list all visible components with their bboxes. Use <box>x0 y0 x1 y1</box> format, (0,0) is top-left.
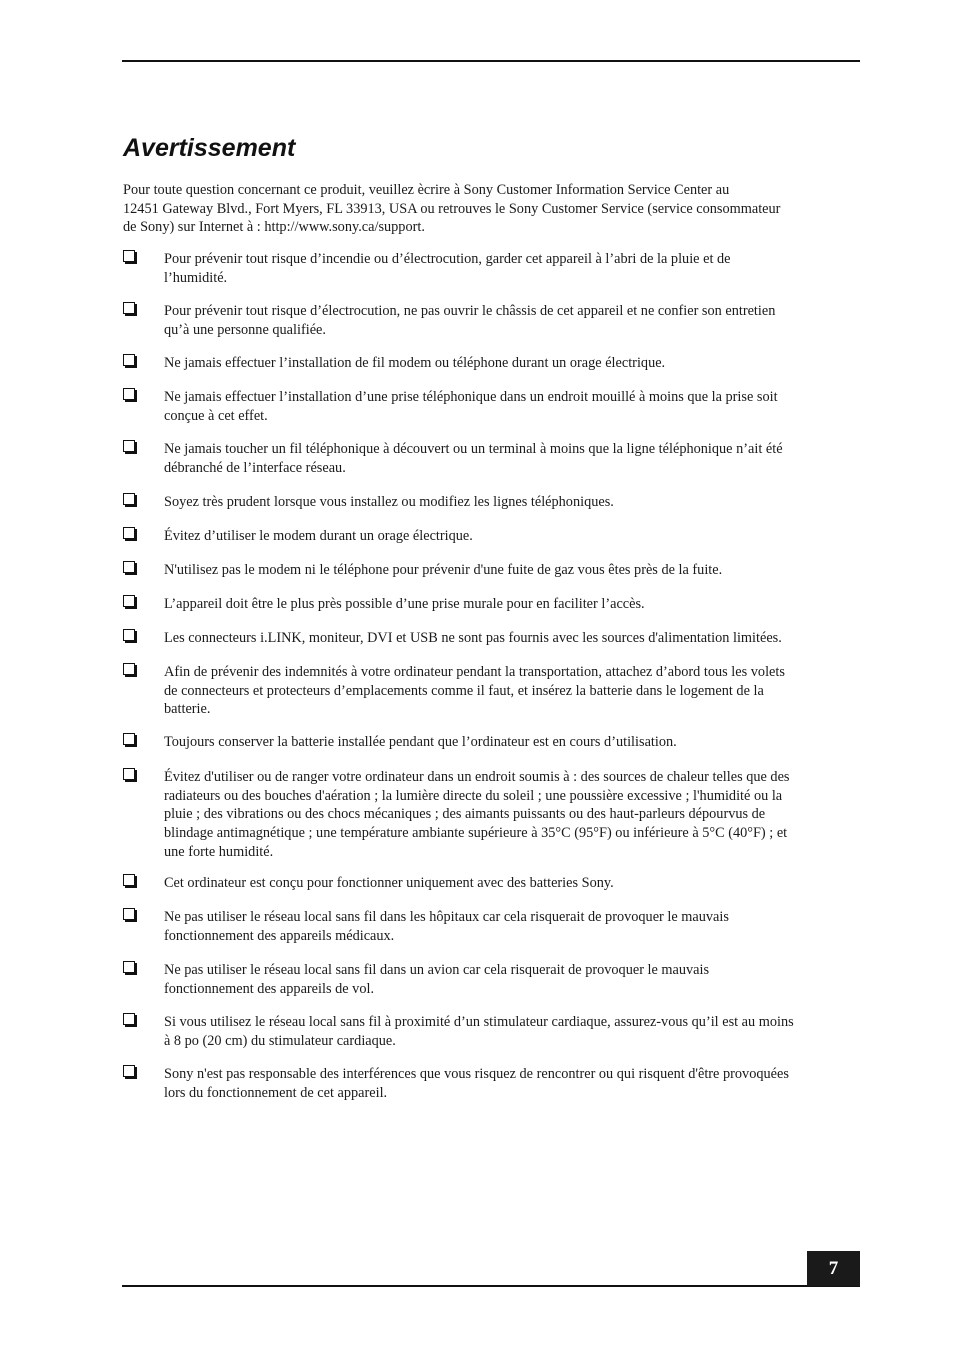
list-item-line: Ne jamais effectuer l’installation d’une prise téléphonique dans un endroit mouillé à moins que la prise soit <box>164 389 778 405</box>
page-number: 7 <box>807 1251 860 1286</box>
list-item-text <box>164 388 860 425</box>
list-item-text <box>164 250 860 287</box>
list-item-line: Toujours conserver la batterie installée pendant que l’ordinateur est en cours d’utilisation. <box>164 734 677 750</box>
list-item-text <box>164 874 860 893</box>
list-item-text <box>164 595 860 614</box>
list-item-line: Ne pas utiliser le réseau local sans fil dans un avion car cela risquerait de provoquer le mauvais <box>164 962 710 978</box>
intro-paragraph <box>123 181 863 237</box>
list-item-line: à 8 po (20 cm) du stimulateur cardiaque. <box>164 1032 396 1049</box>
header-rule <box>122 60 860 62</box>
list-item-line: fonctionnement des appareils de vol. <box>164 980 375 997</box>
list-item-line: Afin de prévenir des indemnités à votre ordinateur pendant la transportation, attachez d’abord tous les volets <box>164 664 785 680</box>
intro-line: Pour toute question concernant ce produit, veuillez ècrire à Sony Customer Information Service Center au <box>123 182 730 198</box>
list-item-line: débranché de l’interface réseau. <box>164 459 346 476</box>
list-item-text <box>164 1065 860 1102</box>
list-item-line: de connecteurs et protecteurs d’emplacements comme il faut, et insérez la batterie dans le logement de la <box>164 682 764 699</box>
list-item-line: N'utilisez pas le modem ni le téléphone pour prévenir d'une fuite de gaz vous êtes près de la fuite. <box>164 562 723 578</box>
list-item-line: une forte humidité. <box>164 843 274 860</box>
list-item-line: qu’à une personne qualifiée. <box>164 321 326 338</box>
checkbox-icon <box>123 1065 135 1077</box>
checkbox-icon <box>123 561 135 573</box>
list-item-text <box>164 493 860 512</box>
checkbox-icon <box>123 874 135 886</box>
list-item-line: lors du fonctionnement de cet appareil. <box>164 1084 388 1101</box>
list-item-line: radiateurs ou des bouches d'aération ; la lumière directe du soleil ; une poussière excessive ; l'humidité ou la <box>164 787 783 804</box>
checkbox-icon <box>123 908 135 920</box>
list-item-line: Ne jamais effectuer l’installation de fil modem ou téléphone durant un orage électrique. <box>164 355 666 371</box>
list-item-line: Sony n'est pas responsable des interférences que vous risquez de rencontrer ou qui risquent d'être provoquées <box>164 1066 789 1082</box>
list-item-line: batterie. <box>164 701 211 718</box>
list-item-text <box>164 961 860 998</box>
checkbox-icon <box>123 388 135 400</box>
checkbox-icon <box>123 733 135 745</box>
list-item-text <box>164 354 860 373</box>
list-item-text <box>164 733 860 752</box>
list-item-line: Ne jamais toucher un fil téléphonique à découvert ou un terminal à moins que la ligne téléphonique n’ait été <box>164 441 783 457</box>
list-item-line: Ne pas utiliser le réseau local sans fil dans les hôpitaux car cela risquerait de provoquer le mauvais <box>164 909 729 925</box>
checkbox-icon <box>123 527 135 539</box>
list-item-line: L’appareil doit être le plus près possible d’une prise murale pour en faciliter l’accès. <box>164 596 645 612</box>
list-item-text <box>164 440 860 477</box>
checkbox-icon <box>123 493 135 505</box>
list-item-line: pluie ; des vibrations ou des chocs mécaniques ; des aimants puissants ou des haut-parleurs dépourvus de <box>164 806 766 823</box>
list-item-text <box>164 527 860 546</box>
checkbox-icon <box>123 440 135 452</box>
list-item-text <box>164 1013 860 1050</box>
list-item-text <box>164 302 860 339</box>
list-item-line: l’humidité. <box>164 269 228 286</box>
checkbox-icon <box>123 961 135 973</box>
page-title: Avertissement <box>123 134 296 162</box>
list-item-text <box>164 768 860 862</box>
checkbox-icon <box>123 768 135 780</box>
checkbox-icon <box>123 354 135 366</box>
list-item-text <box>164 908 860 945</box>
checkbox-icon <box>123 302 135 314</box>
checkbox-icon <box>123 595 135 607</box>
list-item-line: conçue à cet effet. <box>164 407 268 424</box>
list-item-line: Pour prévenir tout risque d’incendie ou d’électrocution, garder cet appareil à l’abri de la pluie et de <box>164 251 731 267</box>
list-item-line: Les connecteurs i.LINK, moniteur, DVI et USB ne sont pas fournis avec les sources d'alimentation limitées. <box>164 630 782 646</box>
list-item-line: Pour prévenir tout risque d’électrocution, ne pas ouvrir le châssis de cet appareil et ne confier son entretien <box>164 303 776 319</box>
list-item-text <box>164 663 860 719</box>
list-item-text <box>164 629 860 648</box>
checkbox-icon <box>123 629 135 641</box>
list-item-line: Si vous utilisez le réseau local sans fil à proximité d’un stimulateur cardiaque, assurez-vous qu’il est au moins <box>164 1014 794 1030</box>
list-item-line: Évitez d'utiliser ou de ranger votre ordinateur dans un endroit soumis à : des sources de chaleur telles que des <box>164 769 790 785</box>
list-item-line: blindage antimagnétique ; une température ambiante supérieure à 35°C (95°F) ou inférieure à 5°C (40°F) ; et <box>164 825 788 842</box>
footer-rule <box>122 1285 860 1287</box>
checkbox-icon <box>123 663 135 675</box>
intro-line: de Sony) sur Internet à : http://www.sony.ca/support. <box>123 219 425 235</box>
list-item-line: Cet ordinateur est conçu pour fonctionner uniquement avec des batteries Sony. <box>164 875 614 891</box>
list-item-line: Évitez d’utiliser le modem durant un orage électrique. <box>164 528 473 544</box>
list-item-line: fonctionnement des appareils médicaux. <box>164 927 395 944</box>
intro-line: 12451 Gateway Blvd., Fort Myers, FL 33913, USA ou retrouves le Sony Customer Service (service consommateur <box>123 200 781 217</box>
checkbox-icon <box>123 250 135 262</box>
checkbox-icon <box>123 1013 135 1025</box>
list-item-text <box>164 561 860 580</box>
list-item-line: Soyez très prudent lorsque vous installez ou modifiez les lignes téléphoniques. <box>164 494 614 510</box>
